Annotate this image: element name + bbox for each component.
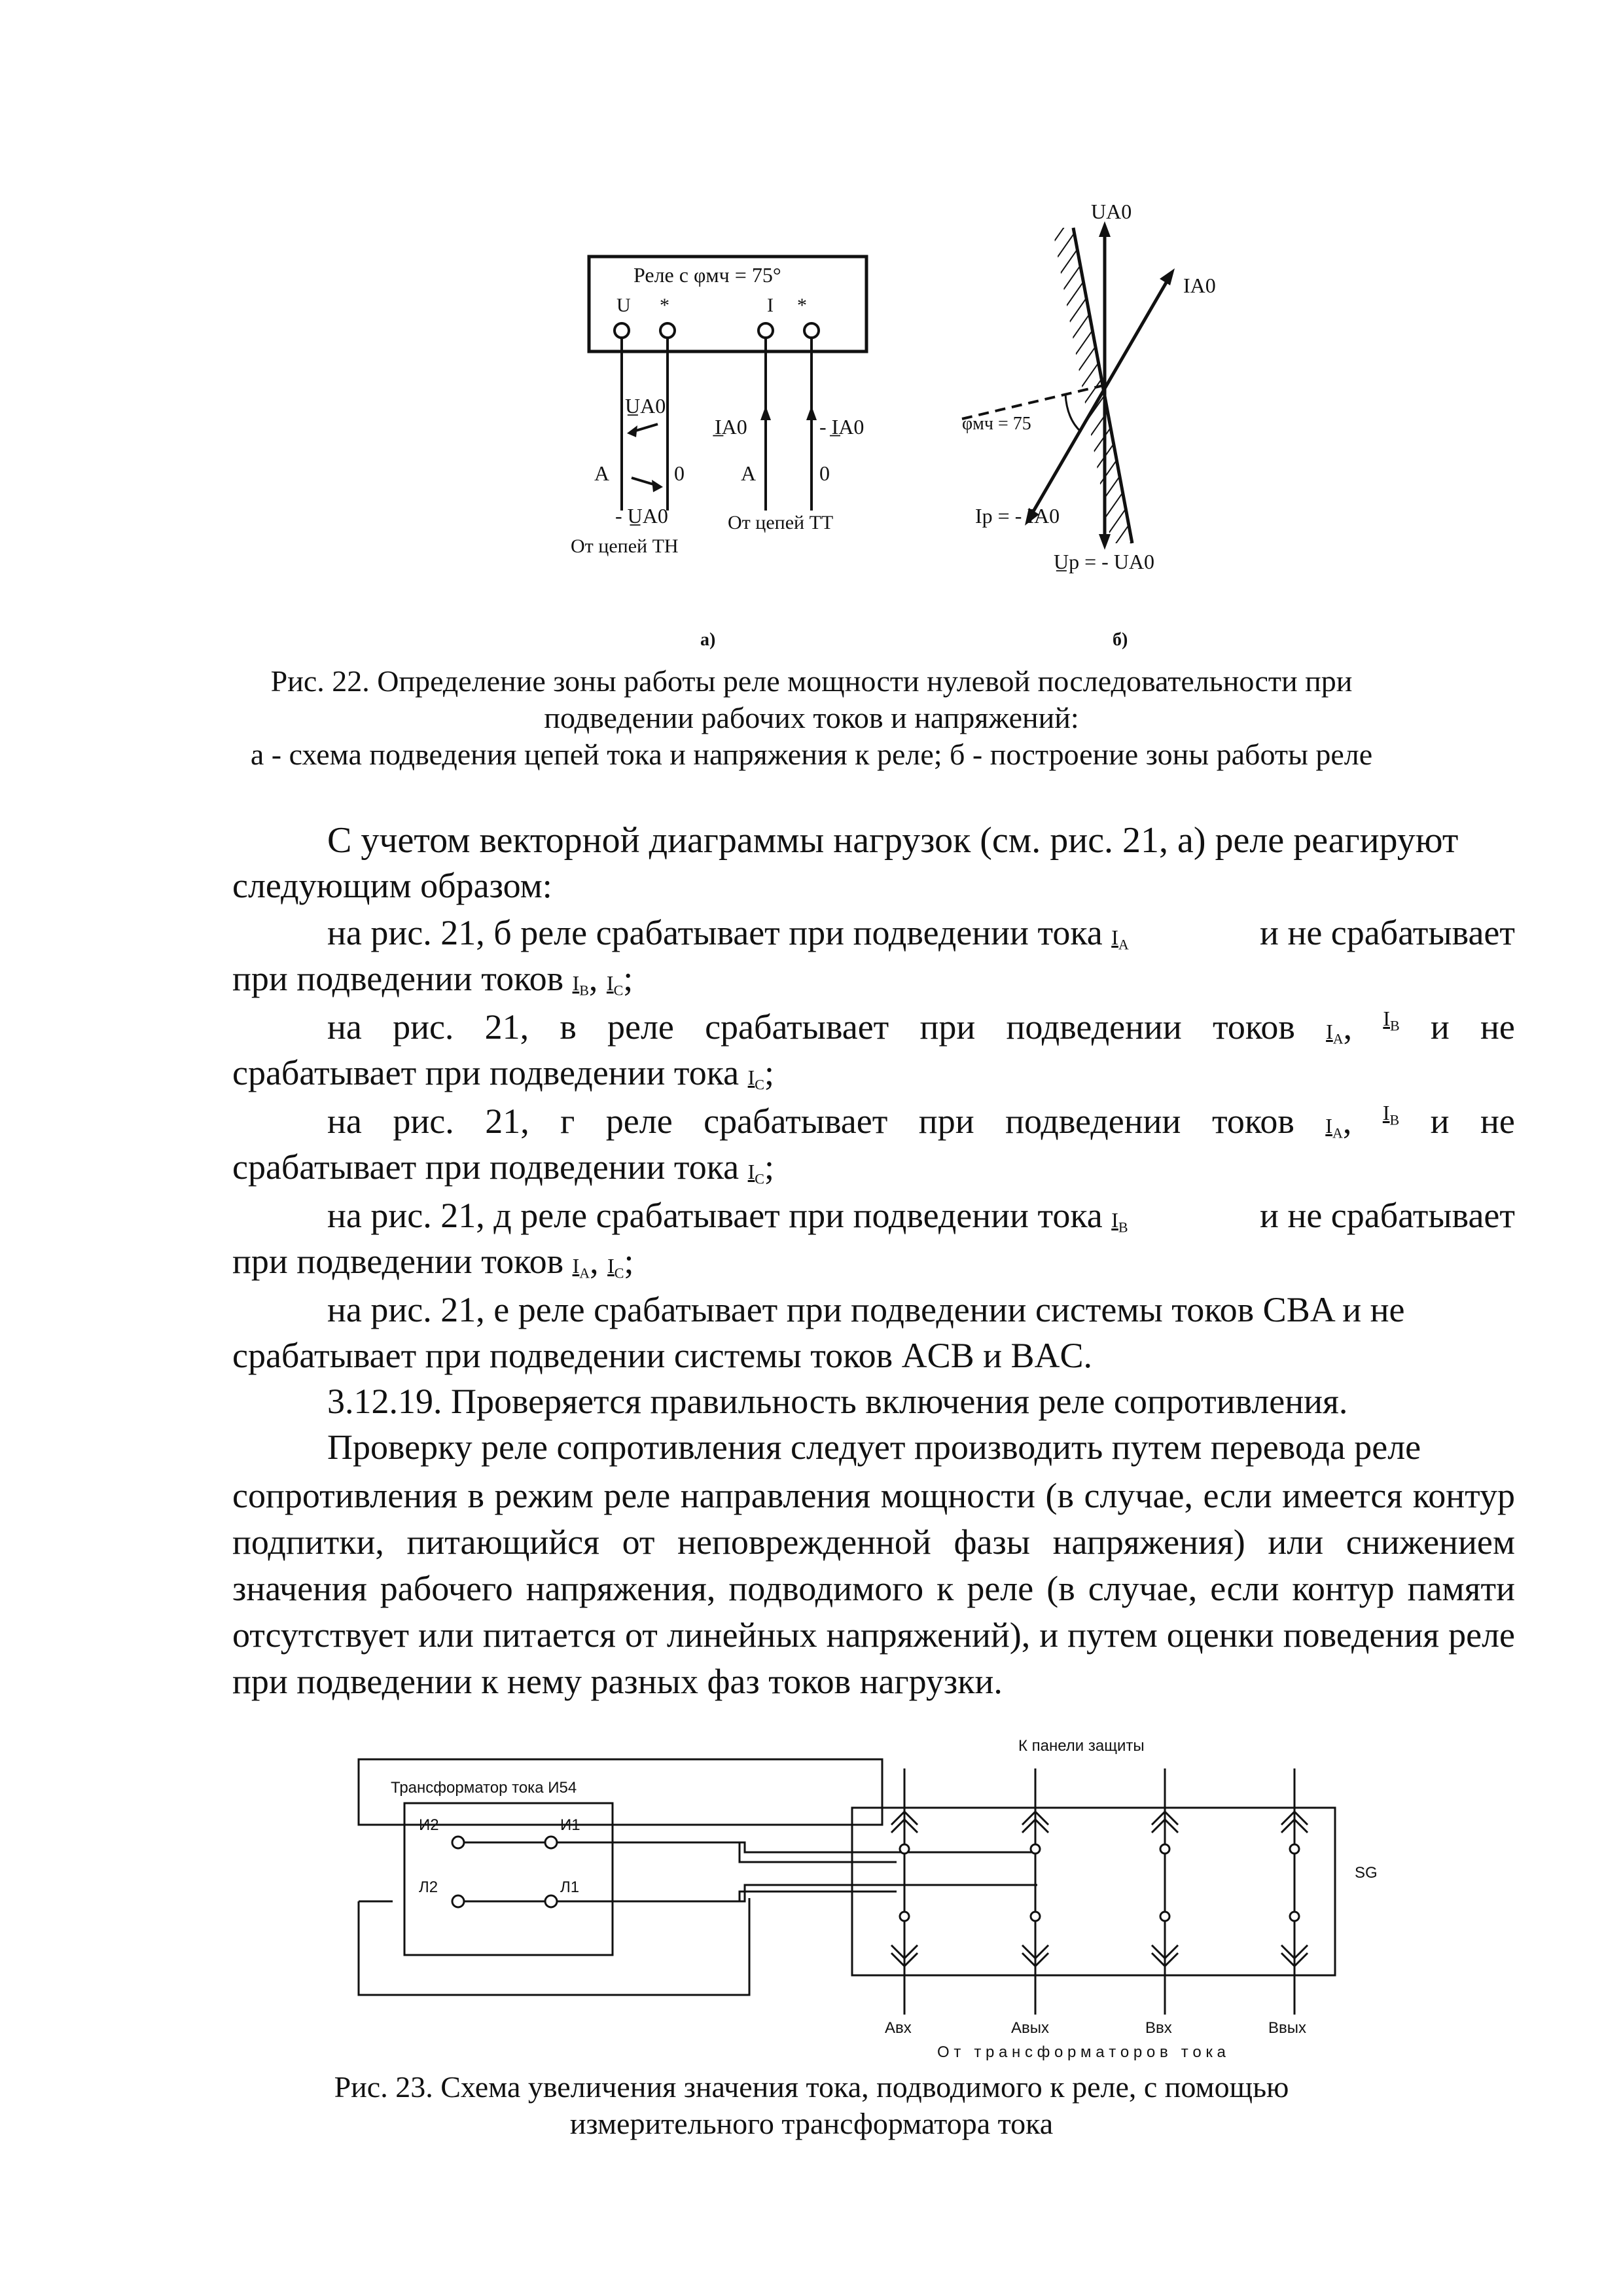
- item-b-end: и не срабатывает: [1260, 913, 1515, 952]
- vector-up-label: U̲p = - UA0: [1054, 550, 1155, 573]
- current-ic: $I_C$: [747, 1160, 764, 1187]
- current-ia: $I_A$: [572, 1254, 590, 1282]
- current-ia: $I_A$: [1326, 1020, 1344, 1047]
- item-b-text: на рис. 21, б реле срабатывает при подведении тока: [327, 913, 1103, 952]
- b-in-label: Ввх: [1145, 2019, 1172, 2037]
- label-neg-ua0: - U̲A0: [615, 504, 668, 528]
- a-in-label: Авх: [885, 2019, 912, 2037]
- a-out-label: Авых: [1011, 2019, 1050, 2037]
- to-panel-label: К панели защиты: [1018, 1737, 1145, 1755]
- fig22-caption-line2: подведении рабочих токов и напряжений:: [544, 701, 1079, 734]
- terminal-i2-label: И2: [419, 1816, 439, 1834]
- terminal-i1: [545, 1837, 557, 1848]
- terminal-star-label: *: [660, 295, 669, 316]
- item-v-line2: срабатывает при подведении тока $I_C$;: [232, 1053, 774, 1093]
- relay-title: Реле с φмч = 75°: [633, 263, 781, 287]
- check-para-rest: сопротивления в режим реле направления мощности (в случае, если имеется контур подпитки, питающийся от неповрежденной фазы напряжения) или снижением значения рабочего напряжения, подводимого к реле (в случае, если контур памяти отсутствует или питается от линейных напряжений), и путем оценки поведения реле при подведении к нему разных фаз токов нагрузки.: [232, 1476, 1515, 1701]
- terminal-l1-label: Л1: [560, 1878, 580, 1896]
- fig23-caption-line2: измерительного трансформатора тока: [569, 2107, 1054, 2140]
- terminal-l2: [452, 1895, 464, 1907]
- fig22-caption-line1: Рис. 22. Определение зоны работы реле мощности нулевой последовательности при: [270, 664, 1353, 698]
- current-ia: $I_A$: [1325, 1114, 1343, 1141]
- ct-title: Трансформатор тока И54: [391, 1779, 577, 1797]
- item-e-line1: на рис. 21, е реле срабатывает при подведении системы токов CBA и не: [327, 1290, 1405, 1329]
- current-ib: $I_B$: [1111, 1208, 1128, 1236]
- current-ib: $I_B$: [1383, 1007, 1400, 1034]
- b-out-label: Ввых: [1268, 2019, 1307, 2037]
- fig23-caption-line1: Рис. 23. Схема увеличения значения тока, подводимого к реле, с помощью: [334, 2070, 1289, 2104]
- label-ia0: I̲A0: [715, 415, 747, 439]
- from-ct-label: О т т р а н с ф о р м а т о р о в т о к а: [937, 2043, 1226, 2061]
- current-ic: $I_C$: [606, 971, 624, 999]
- item-b-line2: при подведении токов $I_B$, $I_C$;: [232, 959, 633, 999]
- angle-label: φмч = 75: [962, 414, 1031, 434]
- subfig-a-label: а): [700, 630, 716, 650]
- vector-ua0-label: UA0: [1091, 200, 1132, 223]
- para1-line2: следующим образом:: [232, 866, 552, 905]
- terminal-l1: [545, 1895, 557, 1907]
- terminal-i2: [452, 1837, 464, 1848]
- current-ib: $I_B$: [1382, 1101, 1400, 1128]
- para1-line1: С учетом векторной диаграммы нагрузок (см. рис. 21, а) реле реагируют: [327, 820, 1459, 861]
- vector-ip-label: Ip = - IA0: [975, 504, 1060, 528]
- vector-ia0-label: IA0: [1183, 274, 1216, 297]
- current-ic: $I_C$: [747, 1066, 764, 1093]
- current-ia: $I_A$: [1111, 925, 1129, 953]
- fig22-caption-line3: а - схема подведения цепей тока и напряжения к реле; б - построение зоны работы реле: [250, 738, 1373, 771]
- item-g-line1: на рис. 21, г реле срабатывает при подведении токов $I_A$, $I_B$ и не: [327, 1101, 1515, 1141]
- section-3-12-19: 3.12.19. Проверяется правильность включения реле сопротивления.: [327, 1382, 1348, 1421]
- sg-label: SG: [1355, 1864, 1378, 1882]
- terminal-u-label: U: [616, 295, 631, 316]
- label-ua0: U̲A0: [625, 394, 666, 418]
- label-a-current: A: [741, 461, 757, 485]
- label-0-voltage: 0: [674, 461, 685, 485]
- label-from-tn: От цепей ТН: [571, 535, 679, 557]
- terminal-l2-label: Л2: [419, 1878, 438, 1896]
- item-g-line2: срабатывает при подведении тока $I_C$;: [232, 1147, 774, 1187]
- current-ib: $I_B$: [572, 971, 589, 999]
- item-d-line1: на рис. 21, д реле срабатывает при подведении тока $I_B$ и не срабатывает: [327, 1196, 1515, 1236]
- item-v-line1: на рис. 21, в реле срабатывает при подведении токов $I_A$, $I_B$ и не: [327, 1007, 1515, 1047]
- check-para-first: Проверку реле сопротивления следует производить путем перевода реле: [327, 1427, 1421, 1467]
- label-0-current: 0: [819, 461, 830, 485]
- current-ic: $I_C$: [607, 1254, 624, 1282]
- label-from-tt: От цепей ТТ: [728, 512, 834, 533]
- item-d-line2: при подведении токов $I_A$, $I_C$;: [232, 1242, 634, 1282]
- terminal-i-label: I: [767, 295, 774, 316]
- terminal-star-label: *: [797, 295, 807, 316]
- sg-box: [852, 1808, 1335, 1975]
- terminal-i1-label: И1: [560, 1816, 580, 1834]
- item-e-line2: срабатывает при подведении системы токов ACB и BAC.: [232, 1336, 1093, 1375]
- label-neg-ia0: - I̲A0: [819, 415, 865, 439]
- subfig-b-label: б): [1113, 630, 1128, 650]
- label-a-voltage: A: [594, 461, 610, 485]
